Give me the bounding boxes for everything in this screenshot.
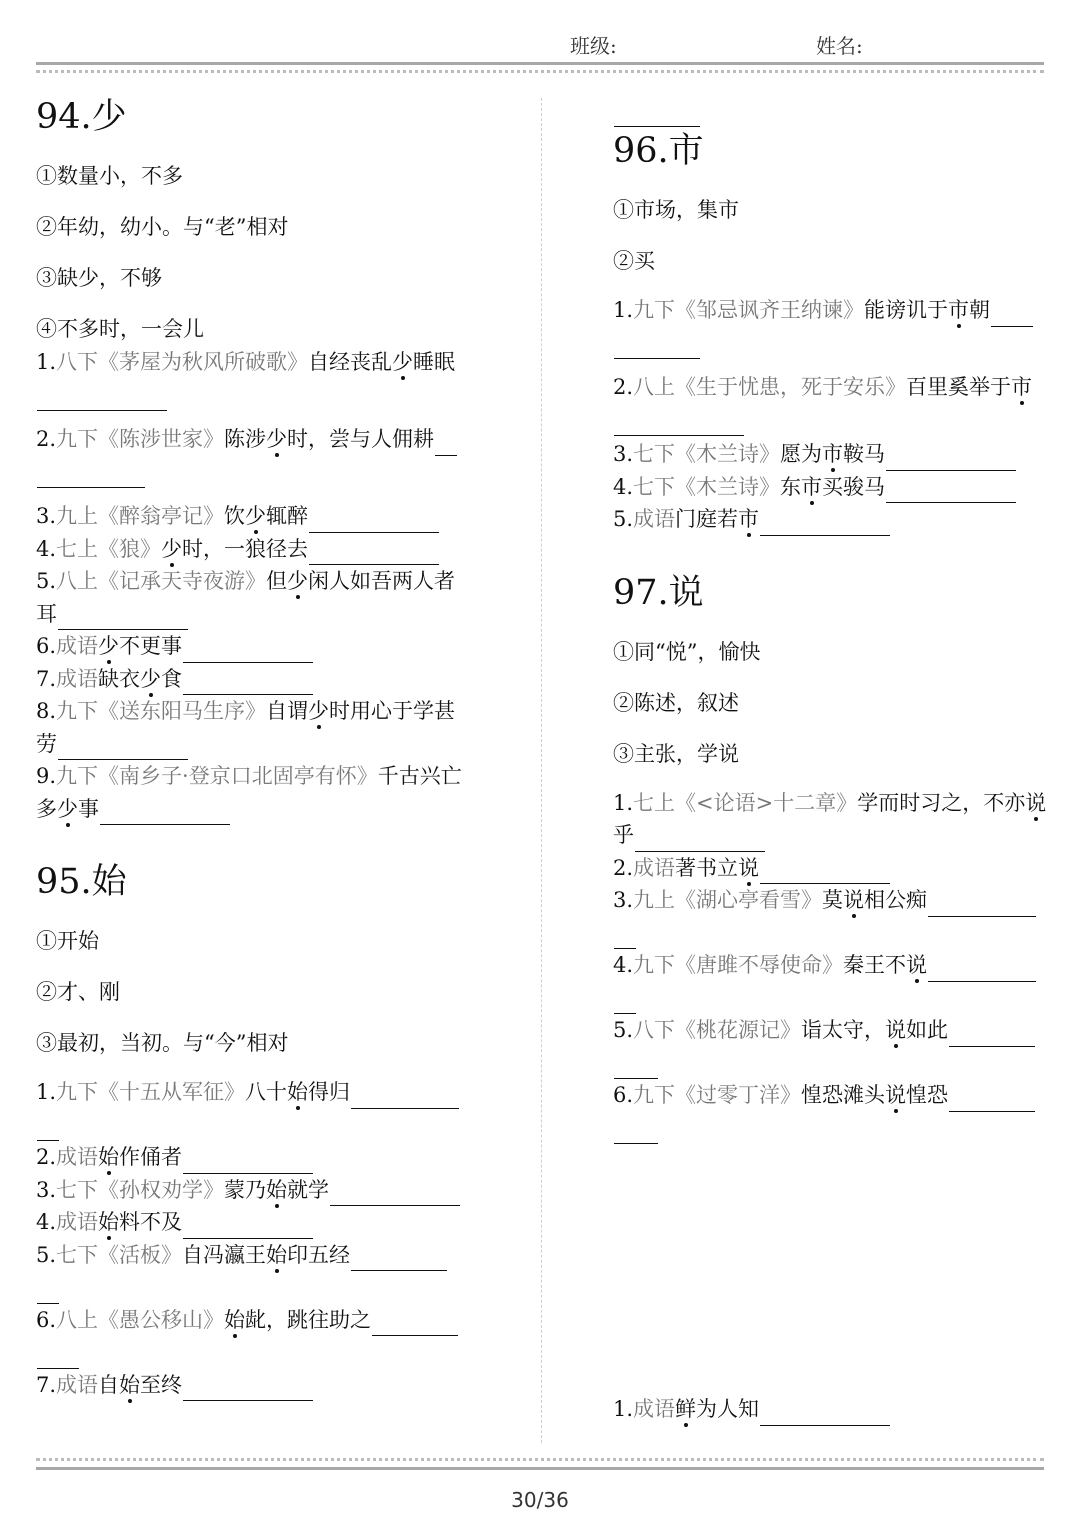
answer-blank[interactable] — [760, 1405, 890, 1426]
entry-title: 96.市 — [613, 131, 704, 171]
answer-blank[interactable] — [435, 435, 457, 456]
example-item: 5.成语门庭若市 — [613, 503, 1048, 536]
column-divider — [541, 98, 542, 1443]
answer-blank[interactable] — [886, 482, 1016, 503]
example-item: 5.七下《活板》自冯瀛王始印五经 — [36, 1239, 476, 1304]
answer-blank[interactable] — [614, 928, 636, 949]
answer-blank[interactable] — [614, 1058, 658, 1079]
sense: ②年幼，幼小。与“老”相对 — [36, 215, 289, 239]
class-label: 班级: — [570, 34, 617, 58]
answer-blank[interactable] — [614, 993, 636, 1014]
example-item: 4.九下《唐雎不辱使命》秦王不说 — [613, 949, 1048, 1014]
example-item: 6.九下《过零丁洋》惶恐滩头说惶恐 — [613, 1079, 1048, 1144]
sense: ①市场，集市 — [613, 198, 739, 222]
example-item: 8.九下《送东阳马生序》自谓少时用心于学甚劳 — [36, 695, 476, 760]
example-item: 3.九上《湖心亭看雪》莫说相公痴 — [613, 884, 1048, 949]
answer-blank[interactable] — [351, 1088, 459, 1109]
example-item: 1.九下《邹忌讽齐王纳谏》能谤讥于市朝 — [613, 294, 1048, 359]
answer-blank[interactable] — [928, 961, 1036, 982]
entry-title: 94.少 — [36, 97, 127, 137]
sense: ②陈述，叙述 — [613, 690, 739, 715]
answer-blank[interactable] — [886, 450, 1016, 471]
answer-blank[interactable] — [351, 1250, 447, 1271]
sense: ③缺少，不够 — [36, 266, 162, 290]
example-item: 1.九下《十五从军征》八十始得归 — [36, 1076, 476, 1141]
example-item: 7.成语自始至终 — [36, 1369, 476, 1402]
footer-dotted-rule — [36, 1458, 1044, 1461]
example-item: 4.成语始料不及 — [36, 1206, 476, 1239]
example-item: 2.八上《生于忧患，死于安乐》百里奚举于市 — [613, 371, 1048, 436]
answer-blank[interactable] — [372, 1315, 458, 1336]
answer-blank[interactable] — [928, 896, 1036, 917]
header-rule — [36, 62, 1044, 65]
example-item: 5.八上《记承天寺夜游》但少闲人如吾两人者耳 — [36, 565, 476, 630]
answer-blank[interactable] — [37, 1120, 59, 1141]
header-dotted-rule — [36, 70, 1044, 73]
left-column — [36, 94, 476, 1401]
entry-title: 97.说 — [613, 572, 704, 613]
example-item: 6.八上《愚公移山》始龀，跳往助之 — [36, 1304, 476, 1369]
answer-blank[interactable] — [614, 415, 744, 436]
example-item: 3.七下《孙权劝学》蒙乃始就学 — [36, 1174, 476, 1207]
sense: ①数量小，不多 — [36, 164, 183, 188]
continued-blank — [613, 94, 1048, 128]
answer-blank[interactable] — [614, 338, 700, 359]
sense: ②才、刚 — [36, 980, 120, 1004]
name-label: 姓名: — [816, 34, 863, 58]
answer-blank[interactable] — [183, 1218, 313, 1239]
example-item: 2.九下《陈涉世家》陈涉少时，尝与人佣耕 — [36, 423, 476, 488]
sense: ①开始 — [36, 929, 99, 953]
answer-blank[interactable] — [183, 1153, 313, 1174]
page-number: 30/36 — [511, 1488, 569, 1512]
answer-blank[interactable] — [309, 544, 439, 565]
sense: ④不多时，一会儿 — [36, 317, 204, 341]
example-item: 2.成语始作俑者 — [36, 1141, 476, 1174]
answer-blank[interactable] — [183, 642, 313, 663]
sense: ①同“悦”，愉快 — [613, 639, 761, 664]
example-item: 6.成语少不更事 — [36, 630, 476, 663]
example-item: 1.八下《茅屋为秋风所破歌》自经丧乱少睡眠 — [36, 346, 476, 411]
answer-blank[interactable] — [635, 831, 765, 852]
answer-blank[interactable] — [37, 1283, 59, 1304]
answer-blank[interactable] — [614, 106, 700, 127]
footer-rule — [36, 1467, 1044, 1470]
example-item: 9.九下《南乡子·登京口北固亭有怀》千古兴亡多少事 — [36, 760, 476, 825]
example-item: 7.成语缺衣少食 — [36, 663, 476, 696]
answer-blank[interactable] — [100, 804, 230, 825]
example-item: 1.成语鲜为人知 — [613, 1393, 1048, 1426]
answer-blank[interactable] — [760, 863, 890, 884]
sense: ②买 — [613, 249, 655, 273]
answer-blank[interactable] — [183, 1380, 313, 1401]
example-item: 4.七下《木兰诗》东市买骏马 — [613, 471, 1048, 504]
entry-title: 95.始 — [36, 862, 127, 902]
answer-blank[interactable] — [58, 739, 188, 760]
answer-blank[interactable] — [309, 512, 439, 533]
example-item: 2.成语著书立说 — [613, 852, 1048, 885]
answer-blank[interactable] — [58, 609, 188, 630]
example-item: 4.七上《狼》少时，一狼径去 — [36, 533, 476, 566]
sense: ③主张，学说 — [613, 741, 739, 766]
answer-blank[interactable] — [37, 390, 167, 411]
answer-blank[interactable] — [330, 1185, 460, 1206]
answer-blank[interactable] — [991, 306, 1033, 327]
example-item: 1.七上《<论语>十二章》学而时习之，不亦说 乎 — [613, 787, 1048, 852]
answer-blank[interactable] — [760, 515, 890, 536]
right-column — [613, 94, 1048, 1144]
sense: ③最初，当初。与“今”相对 — [36, 1031, 289, 1055]
example-item: 3.九上《醉翁亭记》饮少辄醉 — [36, 500, 476, 533]
answer-blank[interactable] — [949, 1026, 1035, 1047]
answer-blank[interactable] — [949, 1091, 1035, 1112]
example-item: 5.八下《桃花源记》诣太守，说如此 — [613, 1014, 1048, 1079]
answer-blank[interactable] — [183, 674, 313, 695]
answer-blank[interactable] — [37, 1348, 79, 1369]
answer-blank[interactable] — [614, 1123, 658, 1144]
example-item: 3.七下《木兰诗》愿为市鞍马 — [613, 438, 1048, 471]
answer-blank[interactable] — [37, 467, 145, 488]
